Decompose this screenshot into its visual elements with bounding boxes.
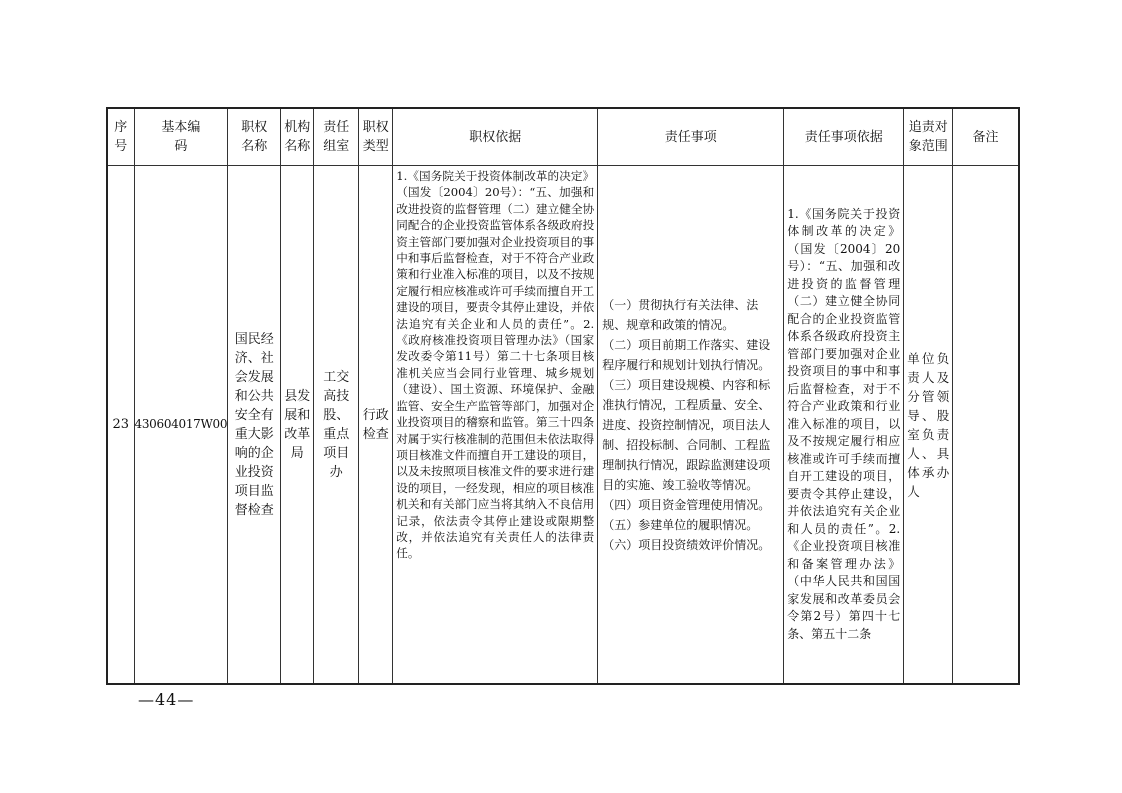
- header-resp-basis: 责任事项依据: [784, 108, 904, 166]
- header-org: 机构名称: [281, 108, 314, 166]
- header-dept: 责任组室: [314, 108, 359, 166]
- cell-seq: 23: [107, 166, 134, 685]
- resp-basis-text: 1.《国务院关于投资体制改革的决定》（国发〔2004〕20号）：“五、加强和改进投资的监督管理（二）建立健全协同配合的企业投资监管体系各级政府投资主管部门要加强对企业投资项目的事中和事后监督检查，对于不符合产业政策和行业准入标准的项目，以及不按规定履行相应核准或许可手续而擅自开工建设的项目，要责令其停止建设，并依法追究有关企业和人员的责任”。2.《企业投资项目核准和备案管理办法》（中华人民共和国国家发展和改革委员会令第2号）第四十七条、第五十二条: [787, 206, 901, 641]
- header-remarks: 备注: [953, 108, 1019, 166]
- header-seq: 序号: [107, 108, 134, 166]
- responsibilities-list: [598, 295, 783, 555]
- responsibility-item: （一）贯彻执行有关法律、法规、规章和政策的情况。: [602, 297, 759, 332]
- responsibility-item: （六）项目投资绩效评价情况。: [602, 537, 771, 552]
- cell-org: 县发展和改革局: [281, 166, 314, 685]
- page-number: —44—: [138, 690, 195, 709]
- responsibility-item: （五）参建单位的履职情况。: [602, 517, 759, 532]
- cell-resp-basis: [784, 166, 904, 685]
- cell-code: 430604017W00: [134, 166, 228, 685]
- header-legal-basis: 职权依据: [393, 108, 598, 166]
- cell-legal-basis: [393, 166, 598, 685]
- legal-basis-text: 1.《国务院关于投资体制改革的决定》（国发〔2004〕20号）：“五、加强和改进投资的监督管理（二）建立健全协同配合的企业投资监管体系各级政府投资主管部门要加强对企业投资项目的事中和事后监督检查，对于不符合产业政策和行业准入标准的项目，以及不按规定履行相应核准或许可手续而擅自开工建设的项目，要责令其停止建设，并依法追究有关企业和人员的责任”。2.《政府核准投资项目管理办法》（国家发改委令第11号）第二十七条项目核准机关应当会同行业管理、城乡规划（建设）、国土资源、环境保护、金融监管、安全生产监管等部门，加强对企业投资项目的稽察和监管。第三十四条对属于实行核准制的范围但未依法取得项目核准文件而擅自开工建设的项目，以及未按照项目核准文件的要求进行建设的项目，一经发现，相应的项目核准机关和有关部门应当将其纳入不良信用记录，依法责令其停止建设或限期整改，并依法追究有关责任人的法律责任。: [396, 169, 595, 561]
- header-responsibilities: 责任事项: [598, 108, 784, 166]
- cell-scope: [904, 166, 953, 685]
- cell-remarks: [953, 166, 1019, 685]
- responsibility-item: （二）项目前期工作落实、建设程序履行和规划计划执行情况。: [602, 337, 771, 372]
- responsibility-item: （四）项目资金管理使用情况。: [602, 497, 771, 512]
- header-name: 职权名称: [228, 108, 281, 166]
- responsibility-item: （三）项目建设规模、内容和标准执行情况，工程质量、安全、进度、投资控制情况，项目法人制、招投标制、合同制、工程监理制执行情况，跟踪监测建设项目的实施、竣工验收等情况。: [602, 377, 771, 492]
- cell-dept: 工交高技股、重点项目办: [314, 166, 359, 685]
- header-code: 基本编码: [134, 108, 228, 166]
- scope-text: 单位负责人及分管领导、股室负责人、具体承办人: [907, 350, 950, 499]
- header-type: 职权类型: [359, 108, 393, 166]
- header-scope: 追责对象范围: [904, 108, 953, 166]
- cell-name: 国民经济、社会发展和公共安全有重大影响的企业投资项目监督检查: [228, 166, 281, 685]
- cell-type: 行政检查: [359, 166, 393, 685]
- table-row: [107, 166, 1019, 685]
- authority-table: [106, 107, 1020, 685]
- header-row: [107, 108, 1019, 166]
- cell-responsibilities: [598, 166, 784, 685]
